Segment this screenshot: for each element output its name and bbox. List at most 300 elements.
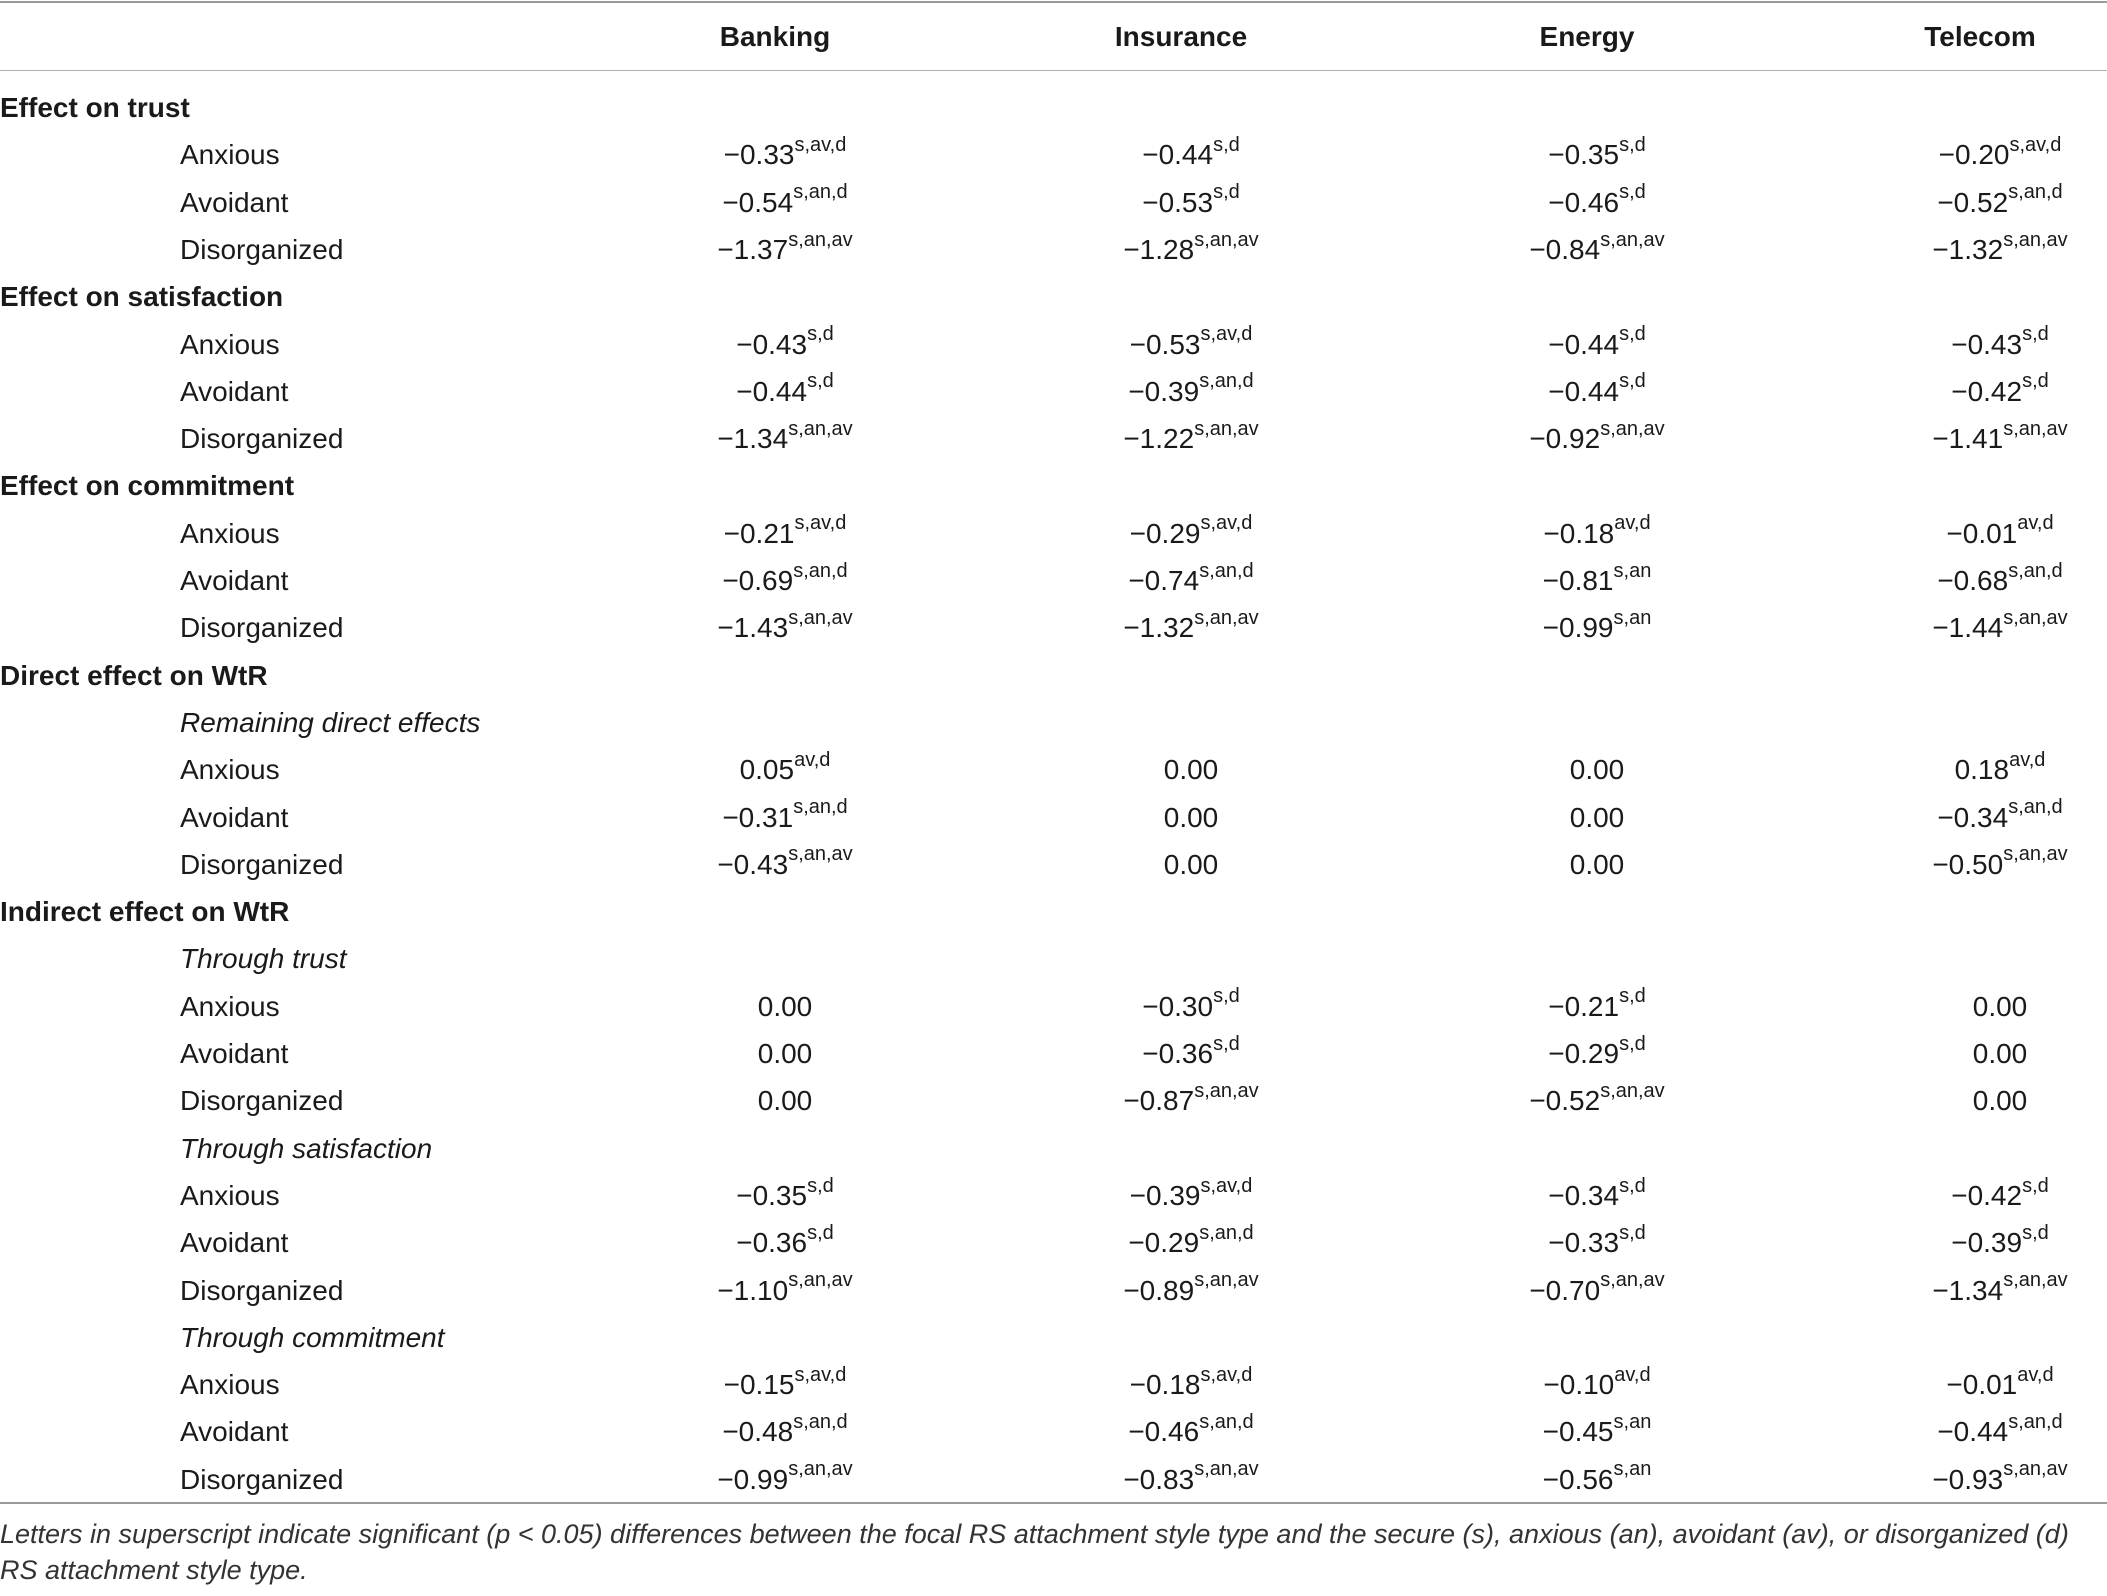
coefficient: −1.37 — [717, 233, 789, 265]
section-row — [0, 273, 2107, 320]
significance-superscript: s,an,av — [788, 228, 853, 251]
value-cell — [685, 226, 885, 273]
value-cell — [685, 1361, 885, 1408]
coefficient: −0.20 — [1938, 139, 2010, 171]
value-cell — [1497, 1267, 1697, 1314]
coefficient: −1.28 — [1123, 233, 1195, 265]
coefficient: −1.32 — [1123, 612, 1195, 644]
value-cell — [1091, 1030, 1291, 1077]
coefficient: −1.41 — [1932, 423, 2004, 455]
coefficient: −0.53 — [1142, 186, 1214, 218]
coefficient: −0.87 — [1123, 1085, 1195, 1117]
row-label: Avoidant — [180, 1227, 289, 1259]
significance-superscript: s,d — [807, 323, 834, 346]
table-row — [0, 1030, 2107, 1077]
col-header-telecom: Telecom — [1924, 21, 2036, 52]
coefficient: −0.44 — [1937, 1416, 2009, 1448]
row-label: Avoidant — [180, 1416, 289, 1448]
value-cell — [1900, 368, 2100, 415]
value-cell — [1497, 510, 1697, 557]
significance-superscript: s,an,d — [2008, 559, 2063, 582]
subsection-row — [0, 699, 2107, 746]
significance-superscript: s,an,av — [788, 1458, 853, 1481]
coefficient: −0.81 — [1542, 565, 1614, 596]
coefficient: −0.44 — [1142, 139, 1214, 171]
value-cell — [685, 794, 885, 841]
value-cell — [1900, 226, 2100, 273]
value-cell — [1900, 1219, 2100, 1266]
value-cell — [1900, 179, 2100, 226]
row-label: Anxious — [180, 139, 280, 171]
value-cell — [685, 510, 885, 557]
value-cell — [1900, 983, 2100, 1030]
row-label: Disorganized — [180, 233, 344, 265]
coefficient: −0.70 — [1529, 1274, 1601, 1306]
value-cell — [685, 179, 885, 226]
section-label: Indirect effect on WtR — [0, 896, 290, 928]
value-cell — [685, 131, 885, 178]
coefficient: −0.33 — [1548, 1227, 1620, 1259]
coefficient: −0.92 — [1529, 423, 1601, 455]
significance-superscript: s,an — [1613, 1458, 1652, 1481]
coefficient: −0.39 — [1951, 1227, 2023, 1259]
value-cell — [1497, 1361, 1697, 1408]
table-row — [0, 983, 2107, 1030]
value-cell — [1497, 1456, 1697, 1503]
significance-superscript: s,d — [1619, 323, 1646, 346]
coefficient: 0.00 — [757, 1085, 813, 1117]
value-cell — [1497, 1172, 1697, 1219]
value-cell — [1900, 604, 2100, 651]
significance-superscript: s,d — [2022, 323, 2049, 346]
significance-superscript: s,an,av — [1600, 417, 1665, 440]
coefficient: −0.43 — [717, 848, 789, 880]
value-cell — [685, 557, 885, 604]
row-label: Anxious — [180, 754, 280, 786]
table-row — [0, 1267, 2107, 1314]
row-label: Avoidant — [180, 186, 289, 218]
table-row — [0, 1077, 2107, 1124]
coefficient: −0.48 — [722, 1416, 794, 1448]
coefficient: −0.10 — [1543, 1369, 1615, 1401]
significance-superscript: s,d — [1213, 1032, 1240, 1055]
value-cell — [685, 1077, 885, 1124]
coefficient: −0.33 — [723, 139, 795, 171]
coefficient: −0.30 — [1142, 990, 1214, 1022]
significance-superscript: s,d — [2022, 370, 2049, 393]
coefficient: 0.00 — [1972, 990, 2028, 1022]
table-row — [0, 841, 2107, 888]
significance-superscript: s,an,av — [1194, 228, 1259, 251]
significance-superscript: s,d — [807, 1221, 834, 1244]
coefficient: −0.43 — [736, 328, 808, 360]
value-cell — [685, 1219, 885, 1266]
value-cell — [685, 321, 885, 368]
section-row — [0, 652, 2107, 699]
value-cell — [1900, 1361, 2100, 1408]
coefficient: 0.18 — [1954, 754, 2010, 786]
value-cell — [1497, 1219, 1697, 1266]
coefficient: −0.01 — [1946, 517, 2018, 549]
table-row — [0, 415, 2107, 462]
coefficient: −0.83 — [1123, 1463, 1195, 1495]
value-cell — [1091, 226, 1291, 273]
significance-superscript: s,d — [807, 370, 834, 393]
row-label: Disorganized — [180, 612, 344, 644]
coefficient: −0.45 — [1542, 1416, 1614, 1448]
coefficient: −0.43 — [1951, 328, 2023, 360]
row-label: Disorganized — [180, 1274, 344, 1306]
significance-superscript: s,av,d — [2009, 133, 2062, 156]
value-cell — [1900, 131, 2100, 178]
value-cell — [1900, 510, 2100, 557]
coefficient: −0.18 — [1543, 517, 1615, 549]
coefficient: −0.34 — [1937, 801, 2009, 833]
coefficient: −0.99 — [1542, 612, 1614, 644]
value-cell — [1900, 1408, 2100, 1455]
value-cell — [1091, 557, 1291, 604]
subsection-label: Remaining direct effects — [180, 706, 481, 738]
significance-superscript: s,an,av — [1194, 417, 1259, 440]
value-cell — [1497, 321, 1697, 368]
significance-superscript: s,d — [1619, 133, 1646, 156]
value-cell — [1091, 179, 1291, 226]
value-cell — [685, 1456, 885, 1503]
coefficient: −0.54 — [722, 186, 794, 218]
significance-superscript: s,d — [2022, 1174, 2049, 1197]
subsection-row — [0, 1314, 2107, 1361]
significance-superscript: s,av,d — [1200, 323, 1253, 346]
coefficient: −0.29 — [1129, 517, 1201, 549]
coefficient: −0.36 — [1142, 1038, 1214, 1069]
value-cell — [1091, 746, 1291, 793]
coefficient: −0.18 — [1129, 1369, 1201, 1401]
coefficient: −1.10 — [717, 1274, 789, 1306]
value-cell — [1091, 841, 1291, 888]
table-row — [0, 794, 2107, 841]
coefficient: −0.56 — [1542, 1463, 1614, 1495]
significance-superscript: s,an,av — [2003, 228, 2068, 251]
row-label: Disorganized — [180, 1085, 344, 1117]
value-cell — [1497, 794, 1697, 841]
significance-superscript: s,an,av — [2003, 417, 2068, 440]
value-cell — [1900, 841, 2100, 888]
value-cell — [1497, 746, 1697, 793]
value-cell — [685, 1172, 885, 1219]
value-cell — [1900, 1077, 2100, 1124]
col-header-banking: Banking — [719, 21, 831, 52]
table-row — [0, 368, 2107, 415]
significance-superscript: av,d — [2017, 512, 2054, 535]
subsection-label: Through commitment — [180, 1321, 445, 1353]
significance-superscript: av,d — [2009, 748, 2046, 771]
value-cell — [1091, 321, 1291, 368]
coefficient: −0.39 — [1129, 1179, 1201, 1211]
significance-superscript: s,av,d — [1200, 1174, 1253, 1197]
coefficient: −0.42 — [1951, 1179, 2023, 1211]
coefficient: −0.36 — [736, 1227, 808, 1259]
significance-superscript: s,an,av — [1194, 1458, 1259, 1481]
coefficient: −0.29 — [1128, 1227, 1200, 1259]
value-cell — [1900, 746, 2100, 793]
top-rule — [0, 1, 2107, 3]
value-cell — [685, 983, 885, 1030]
coefficient: −0.29 — [1548, 1038, 1620, 1069]
table-footnote: Letters in superscript indicate significant (p < 0.05) differences between the focal RS attachment style type and the secure (s), anxious (an), avoidant (av), or disorganized (d) RS attachment style type. — [0, 1519, 2069, 1585]
coefficient: −0.44 — [1548, 328, 1620, 360]
section-label: Direct effect on WtR — [0, 659, 268, 691]
value-cell — [1091, 1267, 1291, 1314]
value-cell — [1091, 1077, 1291, 1124]
significance-superscript: s,an,av — [1600, 1079, 1665, 1102]
significance-superscript: s,d — [2022, 1221, 2049, 1244]
significance-superscript: s,an,av — [2003, 843, 2068, 866]
col-header-insurance: Insurance — [1114, 21, 1248, 52]
coefficient: 0.00 — [1163, 848, 1219, 880]
value-cell — [1497, 1030, 1697, 1077]
significance-superscript: s,an,av — [788, 843, 853, 866]
section-label: Effect on commitment — [0, 470, 295, 502]
row-label: Disorganized — [180, 1463, 344, 1495]
row-label: Anxious — [180, 990, 280, 1022]
coefficient: 0.00 — [1569, 754, 1625, 786]
value-cell — [1091, 794, 1291, 841]
value-cell — [1091, 1219, 1291, 1266]
significance-superscript: s,an,av — [1194, 1269, 1259, 1292]
value-cell — [1497, 557, 1697, 604]
value-cell — [1091, 415, 1291, 462]
coefficient: −0.89 — [1123, 1274, 1195, 1306]
table-row — [0, 1219, 2107, 1266]
value-cell — [1091, 510, 1291, 557]
coefficient: −0.84 — [1529, 233, 1601, 265]
section-row — [0, 84, 2107, 131]
significance-superscript: s,an,d — [1199, 1221, 1254, 1244]
coefficient: −0.69 — [722, 565, 794, 596]
significance-superscript: s,an,av — [1600, 1269, 1665, 1292]
value-cell — [1497, 131, 1697, 178]
subsection-row — [0, 1125, 2107, 1172]
row-label: Anxious — [180, 328, 280, 360]
table-row — [0, 510, 2107, 557]
table-row — [0, 1408, 2107, 1455]
coefficient: 0.00 — [1972, 1085, 2028, 1117]
coefficient: −0.44 — [736, 375, 808, 407]
significance-superscript: s,an — [1613, 606, 1652, 629]
value-cell — [685, 415, 885, 462]
significance-superscript: s,an,d — [2008, 1411, 2063, 1434]
coefficient: −0.99 — [717, 1463, 789, 1495]
significance-superscript: s,an,d — [1199, 1411, 1254, 1434]
subsection-label: Through trust — [180, 943, 347, 975]
coefficient: −0.42 — [1951, 375, 2023, 407]
coefficient: −0.15 — [723, 1369, 795, 1401]
coefficient: −0.44 — [1548, 375, 1620, 407]
value-cell — [1497, 604, 1697, 651]
significance-superscript: s,d — [1213, 985, 1240, 1008]
coefficient: −0.31 — [722, 801, 794, 833]
coefficient: −0.34 — [1548, 1179, 1620, 1211]
significance-superscript: s,d — [1619, 370, 1646, 393]
section-row — [0, 462, 2107, 509]
table-row — [0, 131, 2107, 178]
value-cell — [1091, 1361, 1291, 1408]
significance-superscript: s,d — [807, 1174, 834, 1197]
coefficient: −0.68 — [1937, 565, 2009, 596]
significance-superscript: s,d — [1619, 1221, 1646, 1244]
value-cell — [1900, 1172, 2100, 1219]
value-cell — [1497, 179, 1697, 226]
coefficient: −0.50 — [1932, 848, 2004, 880]
significance-superscript: s,an,d — [1199, 370, 1254, 393]
value-cell — [1900, 415, 2100, 462]
value-cell — [1900, 557, 2100, 604]
value-cell — [1091, 1408, 1291, 1455]
value-cell — [1900, 1456, 2100, 1503]
coefficient: −1.22 — [1123, 423, 1195, 455]
significance-superscript: s,an,d — [793, 1411, 848, 1434]
row-label: Avoidant — [180, 565, 289, 596]
significance-superscript: s,an,d — [2008, 796, 2063, 819]
section-label: Effect on trust — [0, 92, 190, 123]
coefficient: −0.21 — [723, 517, 795, 549]
value-cell — [1497, 841, 1697, 888]
value-cell — [685, 1030, 885, 1077]
value-cell — [1091, 131, 1291, 178]
significance-superscript: s,an,av — [1600, 228, 1665, 251]
significance-superscript: s,d — [1619, 181, 1646, 204]
coefficient: −0.46 — [1548, 186, 1620, 218]
value-cell — [1091, 983, 1291, 1030]
row-label: Anxious — [180, 1369, 280, 1401]
value-cell — [1497, 1408, 1697, 1455]
coefficient: 0.00 — [1972, 1038, 2028, 1069]
value-cell — [1091, 1456, 1291, 1503]
coefficient: 0.00 — [1569, 801, 1625, 833]
value-cell — [685, 746, 885, 793]
significance-superscript: s,av,d — [1200, 1363, 1253, 1386]
coefficient: 0.00 — [757, 1038, 813, 1069]
significance-superscript: av,d — [1614, 512, 1651, 535]
value-cell — [1900, 1267, 2100, 1314]
bottom-rule — [0, 1502, 2107, 1504]
coefficient: −0.21 — [1548, 990, 1620, 1022]
significance-superscript: s,an,av — [2003, 1269, 2068, 1292]
coefficient: −0.39 — [1128, 375, 1200, 407]
subsection-label: Through satisfaction — [180, 1132, 433, 1164]
coefficient: −1.34 — [1932, 1274, 2004, 1306]
coefficient: 0.00 — [1163, 801, 1219, 833]
row-label: Anxious — [180, 517, 280, 549]
significance-superscript: s,an,av — [788, 1269, 853, 1292]
row-label: Anxious — [180, 1179, 280, 1211]
coefficient: −0.74 — [1128, 565, 1200, 596]
value-cell — [1091, 1172, 1291, 1219]
coefficient: 0.00 — [757, 990, 813, 1022]
coefficient: 0.05 — [739, 754, 795, 786]
value-cell — [685, 1267, 885, 1314]
significance-superscript: s,an — [1613, 1411, 1652, 1434]
significance-superscript: s,an,d — [793, 559, 848, 582]
significance-superscript: s,an — [1613, 559, 1652, 582]
table-row — [0, 746, 2107, 793]
value-cell — [685, 1408, 885, 1455]
table-row — [0, 179, 2107, 226]
coefficient: −0.46 — [1128, 1416, 1200, 1448]
value-cell — [685, 604, 885, 651]
significance-superscript: av,d — [1614, 1363, 1651, 1386]
coefficient: −0.52 — [1529, 1085, 1601, 1117]
value-cell — [1497, 368, 1697, 415]
coefficient: −0.53 — [1129, 328, 1201, 360]
coefficient: −1.32 — [1932, 233, 2004, 265]
coefficient: −0.52 — [1937, 186, 2009, 218]
significance-superscript: s,an,av — [788, 606, 853, 629]
value-cell — [1497, 226, 1697, 273]
significance-superscript: av,d — [794, 748, 831, 771]
subsection-row — [0, 935, 2107, 982]
coefficient: −1.43 — [717, 612, 789, 644]
header-rule — [0, 70, 2107, 71]
coefficient: 0.00 — [1163, 754, 1219, 786]
significance-superscript: s,d — [1619, 1174, 1646, 1197]
significance-superscript: s,av,d — [794, 133, 847, 156]
coefficient: −0.01 — [1946, 1369, 2018, 1401]
significance-superscript: s,an,av — [1194, 1079, 1259, 1102]
value-cell — [1497, 1077, 1697, 1124]
table-row — [0, 1172, 2107, 1219]
row-label: Avoidant — [180, 801, 289, 833]
table-row — [0, 1361, 2107, 1408]
section-row — [0, 888, 2107, 935]
value-cell — [1497, 415, 1697, 462]
significance-superscript: s,d — [1619, 985, 1646, 1008]
value-cell — [1497, 983, 1697, 1030]
significance-superscript: s,an,d — [793, 796, 848, 819]
significance-superscript: s,an,av — [2003, 606, 2068, 629]
coefficient: −0.35 — [736, 1179, 808, 1211]
value-cell — [1900, 321, 2100, 368]
significance-superscript: s,av,d — [794, 1363, 847, 1386]
table-row — [0, 1456, 2107, 1503]
significance-superscript: s,an,d — [1199, 559, 1254, 582]
significance-superscript: s,d — [1619, 1032, 1646, 1055]
section-label: Effect on satisfaction — [0, 281, 284, 313]
coefficient: −0.93 — [1932, 1463, 2004, 1495]
table-row — [0, 226, 2107, 273]
row-label: Disorganized — [180, 848, 344, 880]
value-cell — [1091, 604, 1291, 651]
header-row — [0, 13, 2107, 60]
value-cell — [685, 841, 885, 888]
significance-superscript: s,av,d — [1200, 512, 1253, 535]
significance-superscript: s,an,av — [1194, 606, 1259, 629]
significance-superscript: av,d — [2017, 1363, 2054, 1386]
significance-superscript: s,d — [1213, 133, 1240, 156]
row-label: Avoidant — [180, 1038, 289, 1069]
value-cell — [1900, 1030, 2100, 1077]
table-row — [0, 557, 2107, 604]
significance-superscript: s,an,d — [2008, 181, 2063, 204]
table-row — [0, 321, 2107, 368]
table-row — [0, 604, 2107, 651]
coefficient: 0.00 — [1569, 848, 1625, 880]
coefficient: −0.35 — [1548, 139, 1620, 171]
coefficient: −1.34 — [717, 423, 789, 455]
value-cell — [1091, 368, 1291, 415]
significance-superscript: s,d — [1213, 181, 1240, 204]
significance-superscript: s,an,d — [793, 181, 848, 204]
